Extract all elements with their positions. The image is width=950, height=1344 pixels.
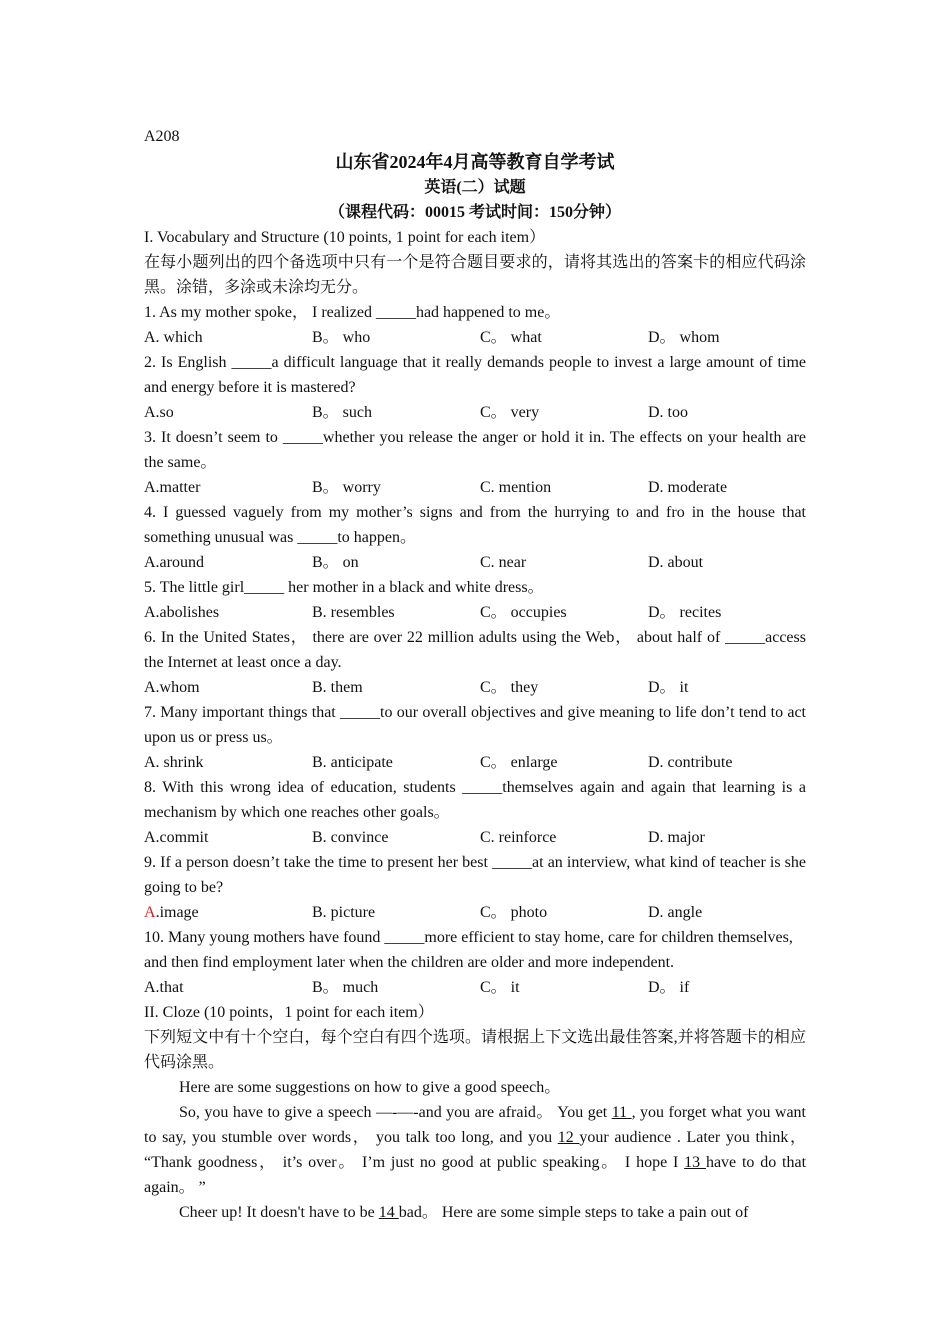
option-d: D. major — [648, 829, 705, 846]
cloze-text: So, you have to give a speech —-—-and you are afraid。 You get — [179, 1104, 612, 1121]
option-b: B. picture — [312, 904, 376, 921]
question-2: 2. Is English _____a difficult language that it really demands people to invest a large amount of time and energy before it is mastered? — [144, 354, 806, 396]
blank-13: 13 — [684, 1154, 706, 1171]
option-c: C。 it — [480, 979, 520, 996]
cloze-text: Cheer up! It doesn't have to be — [179, 1204, 379, 1221]
cloze-paragraph-2 — [144, 1100, 806, 1200]
section1-heading: I. Vocabulary and Structure (10 points, 1 point for each item） — [144, 229, 546, 246]
option-d: D. contribute — [648, 754, 733, 771]
blank-14: 14 — [378, 1204, 399, 1221]
options-1 — [144, 325, 806, 350]
option-c: C。 what — [480, 329, 542, 346]
options-6 — [144, 675, 806, 700]
option-a-letter: A — [144, 904, 156, 921]
question-6: 6. In the United States， there are over 22 million adults using the Web， about half of _____access the Internet at least once a day. — [144, 629, 806, 671]
options-10 — [144, 975, 806, 1000]
option-a: A.abolishes — [144, 604, 220, 621]
blank-11: 11 — [611, 1104, 632, 1121]
options-5 — [144, 600, 806, 625]
cloze-text: bad。 Here are some simple steps to take a pain out of — [398, 1204, 749, 1221]
cloze-text: have to do that again。 ” — [144, 1154, 807, 1196]
cloze-text: , you forget what you want to say, you stumble over words， you talk too long, and you — [144, 1104, 807, 1146]
option-c: C。 photo — [480, 904, 548, 921]
question-4: 4. I guessed vaguely from my mother’s signs and from the hurrying to and fro in the house that something unusual was _____to happen。 — [144, 504, 806, 546]
option-a: A.around — [144, 554, 204, 571]
option-a: A.matter — [144, 479, 201, 496]
option-d: D。 whom — [648, 329, 720, 346]
option-b: B. them — [312, 679, 363, 696]
option-d: D。 if — [648, 979, 690, 996]
question-10: 10. Many young mothers have found _____more efficient to stay home, care for children themselves, and then find employment later when the children are older and more independent. — [144, 929, 793, 971]
option-b: B. resembles — [312, 604, 395, 621]
cloze-text: your audience . Later you think， “Thank goodness， it’s over。 I’m just no good at public speaking。 I hope I — [144, 1129, 806, 1171]
cloze-paragraph-3 — [144, 1200, 806, 1225]
option-c: C。 enlarge — [480, 754, 558, 771]
course-info: （课程代码：00015 考试时间：150分钟） — [328, 204, 621, 221]
question-1: 1. As my mother spoke， I realized _____had happened to me。 — [144, 304, 561, 321]
section1-instruction: 在每小题列出的四个备选项中只有一个是符合题目要求的，请将其选出的答案卡的相应代码涂黑。涂错，多涂或未涂均无分。 — [144, 254, 806, 296]
options-4 — [144, 550, 806, 575]
option-d: D。 recites — [648, 604, 722, 621]
option-a: A.whom — [144, 679, 200, 696]
blank-12: 12 — [557, 1129, 580, 1146]
option-c: C。 they — [480, 679, 539, 696]
question-7: 7. Many important things that _____to our overall objectives and give meaning to life don’t tend to act upon us or press us。 — [144, 704, 806, 746]
option-a: A. which — [144, 329, 203, 346]
option-a-text: .image — [155, 904, 199, 921]
exam-title: 山东省2024年4月高等教育自学考试 — [335, 152, 615, 172]
question-8: 8. With this wrong idea of education, students _____themselves again and again that learning is a mechanism by which one reaches other goals。 — [144, 779, 806, 821]
options-8 — [144, 825, 806, 850]
option-c: C. reinforce — [480, 829, 557, 846]
options-9 — [144, 900, 806, 925]
option-b: B。 on — [312, 554, 359, 571]
option-d: D。 it — [648, 679, 689, 696]
option-b: B. convince — [312, 829, 389, 846]
option-c: C. near — [480, 554, 527, 571]
option-d: D. angle — [648, 904, 703, 921]
exam-code: A208 — [144, 128, 180, 145]
section2-heading: II. Cloze (10 points，1 point for each item） — [144, 1004, 434, 1021]
options-2 — [144, 400, 806, 425]
options-7 — [144, 750, 806, 775]
option-b: B。 much — [312, 979, 379, 996]
option-c: C。 very — [480, 404, 540, 421]
option-b: B. anticipate — [312, 754, 393, 771]
option-a: A.so — [144, 404, 174, 421]
option-d: D. too — [648, 404, 688, 421]
exam-page — [144, 124, 806, 1225]
option-a: A.commit — [144, 829, 209, 846]
option-d: D. moderate — [648, 479, 728, 496]
option-b: B。 worry — [312, 479, 381, 496]
exam-subtitle: 英语(二）试题 — [424, 179, 526, 196]
option-a — [144, 900, 312, 925]
options-3 — [144, 475, 806, 500]
option-b: B。 who — [312, 329, 371, 346]
option-c: C。 occupies — [480, 604, 567, 621]
option-b: B。 such — [312, 404, 373, 421]
option-d: D. about — [648, 554, 704, 571]
question-3: 3. It doesn’t seem to _____whether you release the anger or hold it in. The effects on your health are the same。 — [144, 429, 806, 471]
question-5: 5. The little girl_____ her mother in a black and white dress。 — [144, 579, 544, 596]
option-c: C. mention — [480, 479, 552, 496]
option-a: A.that — [144, 979, 184, 996]
question-9: 9. If a person doesn’t take the time to present her best _____at an interview, what kind of teacher is she going to be? — [144, 854, 806, 896]
option-a: A. shrink — [144, 754, 204, 771]
cloze-paragraph-1: Here are some suggestions on how to give a good speech。 — [179, 1079, 561, 1096]
section2-instruction: 下列短文中有十个空白，每个空白有四个选项。请根据上下文选出最佳答案,并将答题卡的相应代码涂黑。 — [144, 1029, 806, 1071]
